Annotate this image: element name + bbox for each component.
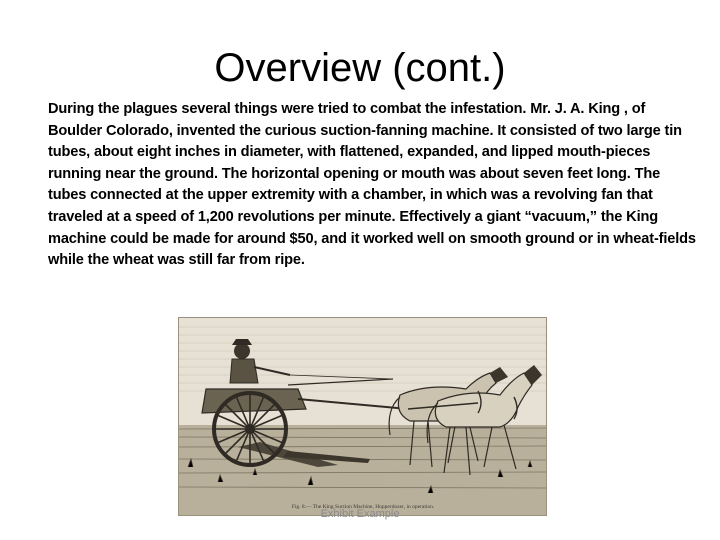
slide-title: Overview (cont.) (214, 46, 506, 90)
engraving-image (178, 317, 547, 516)
engraving-caption: Fig. 8.— The King Suction Machine, Hopperdozer, in operation. (291, 504, 435, 510)
footer-label: Exhibit Example (320, 508, 400, 520)
slide-body-text: During the plagues several things were tried to combat the infestation. Mr. J. A. King , of Boulder Colorado, invented the curious suction-fanning machine. It consisted of two large tin tubes, about eight inches in diameter, with flattened, expanded, and lipped mouth-pieces running near the ground. The horizontal opening or mouth was about seven feet long. The tubes connected at the upper extremity with a chamber, in which was a revolving fan that traveled at a speed of 1,200 revolutions per minute. Effectively a giant “vacuum,” the King machine could be made for around $50, and it worked well on smooth ground or in wheat-fields while the wheat was still far from ripe. (48, 101, 696, 269)
engraving-illustration (178, 317, 547, 516)
